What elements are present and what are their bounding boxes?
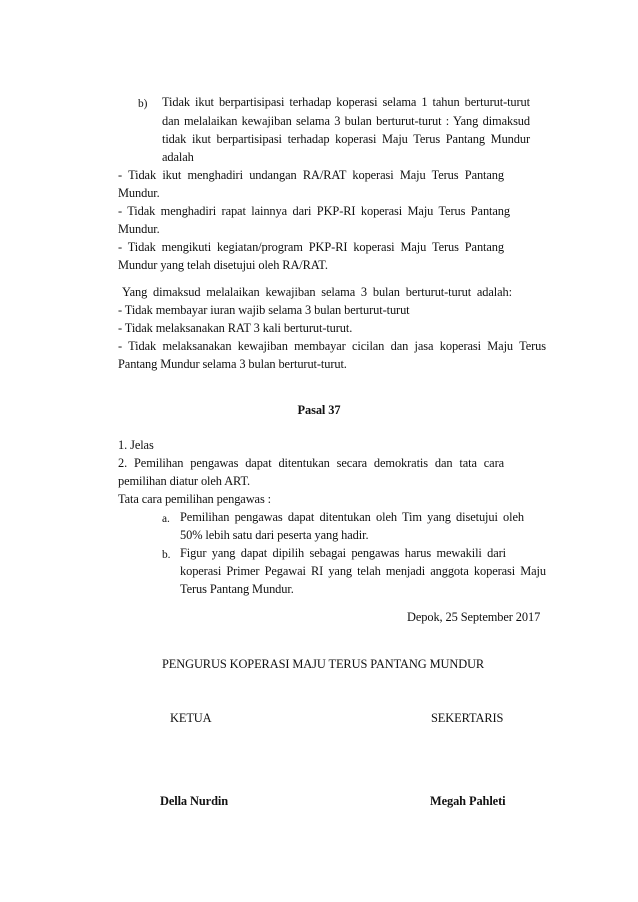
- pasal-line: 2. Pemilihan pengawas dapat ditentukan secara demokratis dan tata cara: [118, 456, 504, 470]
- item-b-marker: b): [138, 98, 148, 110]
- org-title: PENGURUS KOPERASI MAJU TERUS PANTANG MUNDUR: [162, 657, 485, 671]
- pasal-line: Tata cara pemilihan pengawas :: [118, 492, 272, 506]
- role-ketua: KETUA: [170, 711, 212, 725]
- list1-item: Mundur.: [118, 222, 160, 236]
- list2-item: Pantang Mundur selama 3 bulan berturut-turut.: [118, 357, 347, 371]
- sub-b-marker: b.: [162, 549, 171, 561]
- item-b-line: tidak ikut berpartisipasi terhadap koperasi Maju Terus Pantang Mundur: [162, 132, 530, 146]
- sub-a-marker: a.: [162, 513, 170, 525]
- pasal-line: 1. Jelas: [118, 438, 154, 452]
- list2-item: - Tidak melaksanakan RAT 3 kali berturut-turut.: [118, 321, 353, 335]
- list1-item: - Tidak mengikuti kegiatan/program PKP-RI koperasi Maju Terus Pantang: [118, 240, 504, 254]
- pasal-title: Pasal 37: [297, 403, 341, 417]
- list1-item: - Tidak ikut menghadiri undangan RA/RAT koperasi Maju Terus Pantang: [118, 168, 504, 182]
- list2-item: - Tidak membayar iuran wajib selama 3 bulan berturut-turut: [118, 303, 410, 317]
- place-date: Depok, 25 September 2017: [407, 610, 541, 624]
- list1-item: - Tidak menghadiri rapat lainnya dari PKP-RI koperasi Maju Terus Pantang: [118, 204, 510, 218]
- sub-a-line: 50% lebih satu dari peserta yang hadir.: [180, 528, 369, 542]
- pasal-line: pemilihan diatur oleh ART.: [118, 474, 251, 488]
- sub-b-line: Figur yang dapat dipilih sebagai pengawas harus mewakili dari: [180, 546, 506, 560]
- item-b-line: adalah: [162, 150, 194, 164]
- signatory-ketua: Della Nurdin: [160, 794, 228, 808]
- signatory-sekertaris: Megah Pahleti: [430, 794, 506, 808]
- list1-item: Mundur.: [118, 186, 160, 200]
- item-b-line: Tidak ikut berpartisipasi terhadap koperasi selama 1 tahun berturut-turut: [162, 95, 530, 109]
- item-b-line: dan melalaikan kewajiban selama 3 bulan berturut-turut : Yang dimaksud: [162, 114, 530, 128]
- para2-intro: Yang dimaksud melalaikan kewajiban selama 3 bulan berturut-turut adalah:: [122, 285, 512, 299]
- role-sekertaris: SEKERTARIS: [431, 711, 504, 725]
- list2-item: - Tidak melaksanakan kewajiban membayar cicilan dan jasa koperasi Maju Terus: [118, 339, 546, 353]
- list1-item: Mundur yang telah disetujui oleh RA/RAT.: [118, 258, 328, 272]
- sub-b-line: Terus Pantang Mundur.: [180, 582, 294, 596]
- sub-b-line: koperasi Primer Pegawai RI yang telah menjadi anggota koperasi Maju: [180, 564, 546, 578]
- sub-a-line: Pemilihan pengawas dapat ditentukan oleh Tim yang disetujui oleh: [180, 510, 524, 524]
